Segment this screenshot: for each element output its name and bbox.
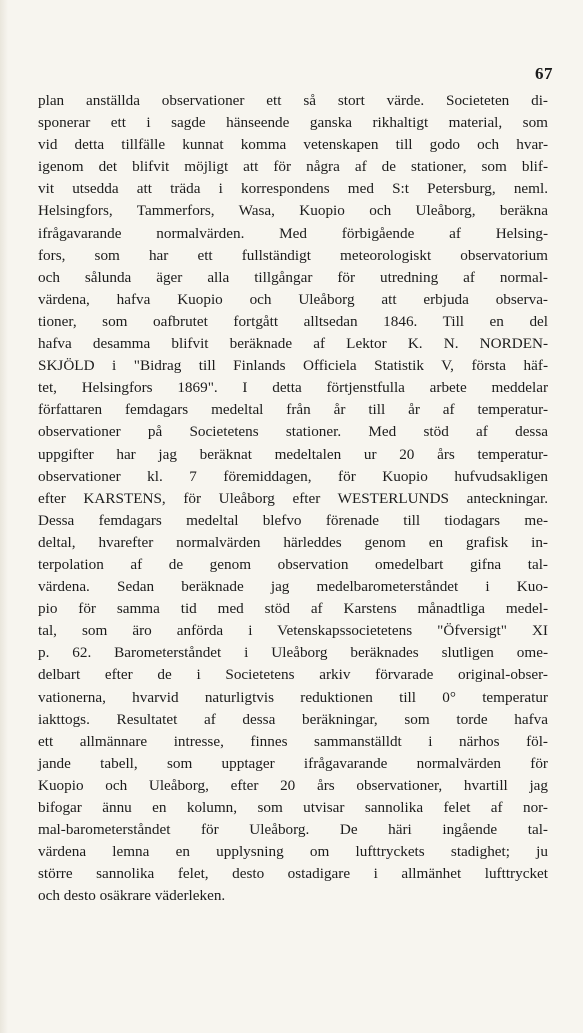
- text-line: författaren femdagars medeltal från år till år af temperatur-: [38, 401, 548, 419]
- text-line: pio för samma tid med stöd af Karstens månadtliga medel-: [38, 600, 548, 618]
- text-line: efter KARSTENS, för Uleåborg efter WESTERLUNDS anteckningar.: [38, 489, 548, 507]
- text-line: Kuopio och Uleåborg, efter 20 års observationer, hvartill jag: [38, 776, 548, 794]
- text-line: jande tabell, som upptager ifrågavarande normalvärden för: [38, 754, 548, 772]
- page-number: 67: [535, 64, 553, 83]
- text-line: sponerar ett i sagde hänseende ganska rikhaltigt material, som: [38, 114, 548, 132]
- text-line: tal, som äro anförda i Vetenskapssocietetens "Öfversigt" XI: [38, 622, 548, 640]
- text-line: Dessa femdagars medeltal blefvo förenade till tiodagars me-: [38, 511, 548, 529]
- text-line: mal-barometerståndet för Uleåborg. De häri ingående tal-: [38, 821, 548, 839]
- text-line: terpolation af de genom observation omedelbart gifna tal-: [38, 555, 548, 573]
- text-line: plan anställda observationer ett så stort värde. Societeten di-: [38, 92, 548, 109]
- text-line: vationerna, hvarvid naturligtvis reduktionen till 0° temperatur: [38, 688, 548, 706]
- text-line: vid detta tillfälle kunnat komma vetenskapen till godo och hvar-: [38, 136, 548, 154]
- text-line: och desto osäkrare väderleken.: [38, 887, 226, 905]
- text-line: vit utsedda att träda i korrespondens med S:t Petersburg, neml.: [38, 180, 548, 198]
- text-line: Helsingfors, Tammerfors, Wasa, Kuopio och Uleåborg, beräkna: [38, 202, 548, 220]
- text-line: fors, som har ett fullständigt meteorologiskt observatorium: [38, 246, 548, 264]
- text-line: bifogar ännu en kolumn, som utvisar sannolika felet af nor-: [38, 799, 548, 816]
- text-line: hafva desamma blifvit beräknade af Lektor K. N. NORDEN-: [38, 335, 548, 353]
- text-line: igenom det blifvit möjligt att för några af de stationer, som blif-: [38, 158, 548, 176]
- text-line: ifrågavarande normalvärden. Med förbigående af Helsing-: [38, 224, 548, 242]
- text-line: tet, Helsingfors 1869". I detta förtjenstfulla arbete meddelar: [38, 379, 548, 397]
- text-line: tioner, som oafbrutet fortgått alltsedan 1846. Till en del: [38, 312, 548, 330]
- text-line: större sannolika felet, desto ostadigare i allmänhet lufttrycket: [38, 865, 548, 883]
- text-line: värdena, hafva Kuopio och Uleåborg att erbjuda observa-: [38, 290, 548, 308]
- text-line: uppgifter har jag beräknat medeltalen ur 20 års temperatur-: [38, 445, 548, 463]
- body-text: [38, 90, 548, 907]
- text-line: värdena. Sedan beräknade jag medelbarometerståndet i Kuo-: [38, 578, 548, 596]
- page-edge-shadow: [0, 0, 8, 1033]
- text-line: värdena lemna en upplysning om lufttryckets stadighet; ju: [38, 843, 548, 861]
- text-line: ett allmännare intresse, finnes sammanställdt i närhos föl-: [38, 732, 548, 750]
- text-line: delbart efter de i Societetens arkiv förvarade original-obser-: [38, 666, 548, 684]
- text-line: iakttogs. Resultatet af dessa beräkningar, som torde hafva: [38, 710, 548, 728]
- text-line: p. 62. Barometerståndet i Uleåborg beräknades slutligen ome-: [38, 644, 548, 662]
- text-line: deltal, hvarefter normalvärden härleddes genom en grafisk in-: [38, 533, 548, 551]
- text-line: observationer kl. 7 föremiddagen, för Kuopio hufvudsakligen: [38, 467, 548, 485]
- text-line: SKJÖLD i "Bidrag till Finlands Officiela Statistik V, första häf-: [38, 357, 548, 375]
- text-line: observationer på Societetens stationer. Med stöd af dessa: [38, 423, 548, 441]
- text-line: och sålunda äger alla tillgångar för utredning af normal-: [38, 268, 548, 286]
